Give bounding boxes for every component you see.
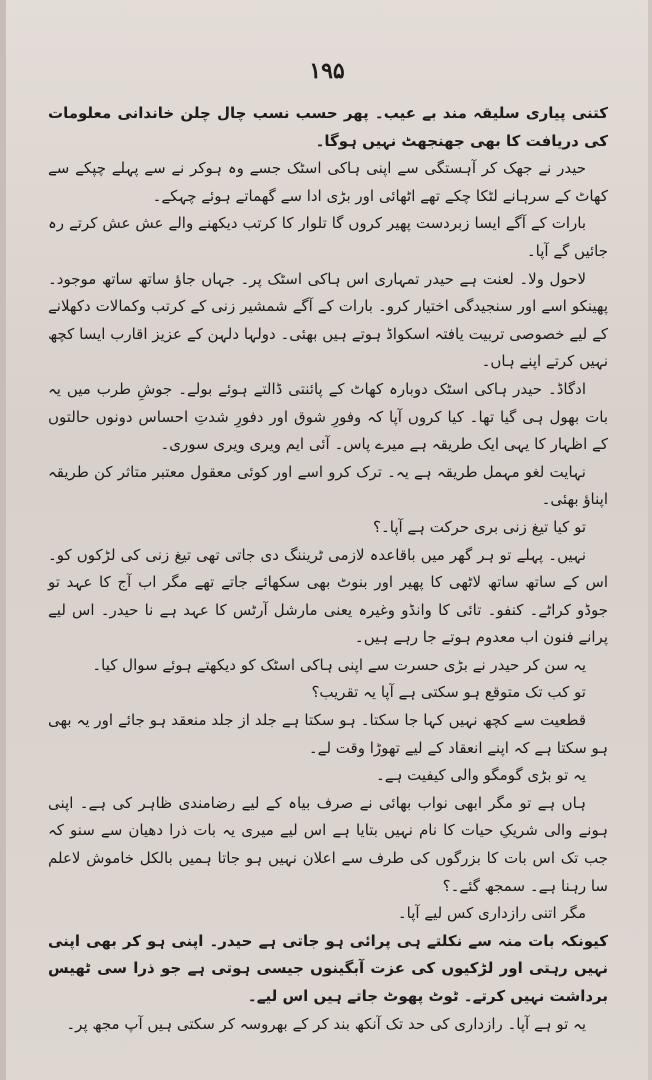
paragraph: نہیں۔ پہلے تو ہر گھر میں باقاعدہ لازمی ٹریننگ دی جاتی تھی تیغ زنی کی لڑکوں کو۔ اس کے ساتھ ساتھ لاٹھی کا پھیر اور بنوٹ بھی سکھائے جاتے تھے مگر اب آج کا عہد تو جوڈو کراٹے۔ کنفو۔ تائی کا وانڈو وغیرہ یعنی مارشل آرٹس کا عہد ہے نا حیدر۔ اس لیے پرانے فنون اب معدوم ہوتے جا رہے ہیں۔ [48, 545, 608, 647]
paragraph: کیونکہ بات منہ سے نکلتے ہی پرائی ہو جاتی ہے حیدر۔ اپنی ہو کر بھی اپنی نہیں رہتی اور لڑکیوں کی عزت آبگینوں جیسی ہوتی ہے جو ذرا سی ٹھیس برداشت نہیں کرتے۔ ٹوٹ پھوٹ جاتے ہیں اس لیے۔ [48, 931, 608, 1005]
paragraph: تو کب تک متوقع ہو سکتی ہے آپا یہ تقریب؟ [311, 683, 586, 702]
paragraph: مگر اتنی رازداری کس لیے آپا۔ [397, 904, 586, 923]
paragraph: یہ تو ہے آپا۔ رازداری کی حد تک آنکھ بند کر کے بھروسہ کر سکتی ہیں آپ مجھ پر۔ [66, 1014, 586, 1033]
paragraph: لاحول ولا۔ لعنت ہے حیدر تمہاری اس ہاکی اسٹک پر۔ جہاں جاؤ ساتھ ساتھ موجود۔ پھینکو اسے اور سنجیدگی اختیار کرو۔ بارات کے آگے شمشیر زنی کے کرتب وکمالات دکھلانے کے لیے خصوصی تربیت یافتہ اسکواڈ ہوتے ہیں بھئی۔ دولہا دلہن کے عزیز اقارب ایسا کچھ نہیں کرتے اپنے ہاں۔ [48, 269, 608, 371]
paragraph: ادگاڈ۔ حیدر ہاکی اسٹک دوبارہ کھاٹ کے پائنتی ڈالتے ہوئے بولے۔ جوشِ طرب میں یہ بات بھول ہی گیا تھا۔ کیا کروں آپا کہ وفورِ شوق اور دفورِ شدتِ احساس دونوں حالتوں کے اظہار کا یہی ایک طریقہ ہے میرے پاس۔ آئی ایم ویری ویری سوری۔ [48, 379, 608, 454]
paragraph: ہاں ہے تو مگر ابھی نواب بھائی نے صرف بیاہ کے لیے رضامندی ظاہر کی ہے۔ اپنی ہونے والی شریکِ حیات کا نام نہیں بتایا ہے اس لیے میری یہ بات ذرا دھیان سے سنو کہ جب تک اس بات کا بزرگوں کی طرف سے اعلان نہیں ہو جاتا ہمیں بالکل خاموش لاعلم سا رہنا ہے۔ سمجھ گئے۔؟ [48, 793, 608, 895]
paragraph: یہ تو بڑی گومگو والی کیفیت ہے۔ [375, 766, 586, 785]
paragraph: نہایت لغو مہمل طریقہ ہے یہ۔ ترک کرو اسے اور کوئی معقول معتبر متاثر کن طریقہ اپناؤ بھئی۔ [48, 462, 608, 509]
paragraph: حیدر نے جھک کر آہستگی سے اپنی ہاکی اسٹک جسے وہ ہوکر نے سے پہلے چپکے سے کھاٹ کے سرہانے لٹکا چکے تھے اٹھائی اور بڑی ادا سے گھماتے ہوئے چہکے۔ [48, 159, 608, 205]
page-number: ۱۹۵ [309, 58, 345, 84]
body-text [48, 100, 608, 1038]
paragraph: قطعیت سے کچھ نہیں کہا جا سکتا۔ ہو سکتا ہے جلد از جلد منعقد ہو جائے اور یہ بھی ہو سکتا ہے کہ اپنے انعقاد کے لیے تھوڑا وقت لے۔ [48, 711, 608, 757]
paragraph: کتنی پیاری سلیقہ مند بے عیب۔ پھر حسب نسب چال چلن خاندانی معلومات کی دریافت کا بھی جھنجھٹ نہیں ہوگا۔ [48, 104, 608, 150]
paragraph: تو کیا تیغ زنی بری حرکت ہے آپا۔؟ [373, 517, 586, 536]
paragraph: بارات کے آگے ایسا زبردست پھیر کروں گا تلوار کا کرتب دیکھنے والے عش عش کرتے رہ جائیں گے آپا۔ [48, 214, 608, 260]
paragraph: یہ سن کر حیدر نے بڑی حسرت سے اپنی ہاکی اسٹک کو دیکھتے ہوئے سوال کیا۔ [92, 655, 586, 674]
